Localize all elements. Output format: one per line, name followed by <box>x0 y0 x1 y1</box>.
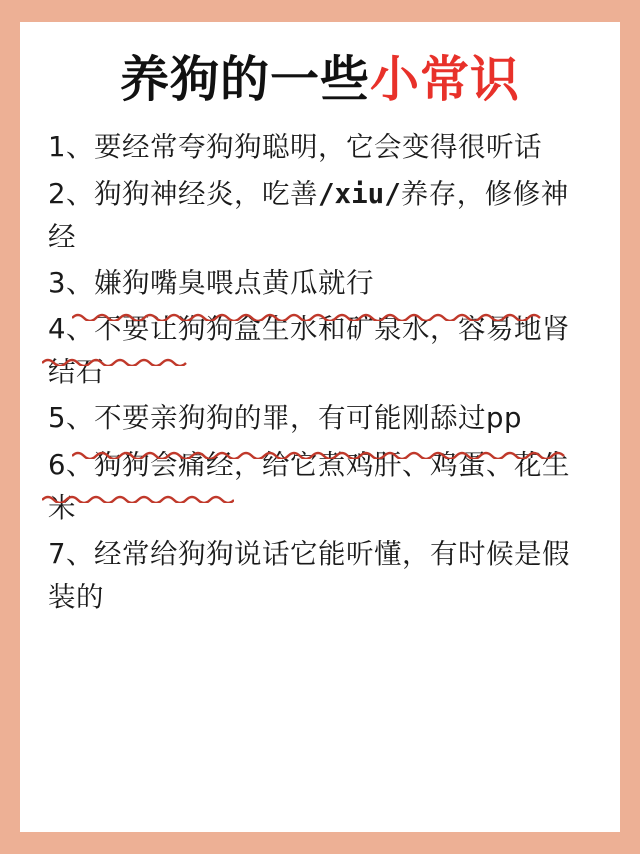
list-item <box>48 173 592 259</box>
item2-after: 养存，修修神经 <box>48 177 569 253</box>
list-item: 6、狗狗会痛经，给它煮鸡肝、鸡蛋、花生米 <box>48 448 570 524</box>
content-card <box>20 22 620 832</box>
title-accent: 小常识 <box>370 51 521 108</box>
list-item: 1、要经常夸狗狗聪明，它会变得很听话 <box>48 131 542 164</box>
list-item: 7、经常给狗狗说话它能听懂，有时候是假装的 <box>48 537 570 614</box>
item2-pinyin: /xiu/ <box>318 177 401 210</box>
page-title <box>46 52 594 108</box>
list-item: 4、不要让狗狗盒生水和矿泉水，容易地肾结石 <box>48 313 570 389</box>
title-prefix: 养狗的一些 <box>119 51 370 108</box>
list-item: 5、不要亲狗狗的罪，有可能刚舔过pp <box>48 402 522 435</box>
item2-before: 2、狗狗神经炎，吃善 <box>48 177 318 210</box>
list-item: 3、嫌狗嘴臭喂点黄瓜就行 <box>48 266 374 299</box>
tips-list <box>46 126 594 619</box>
